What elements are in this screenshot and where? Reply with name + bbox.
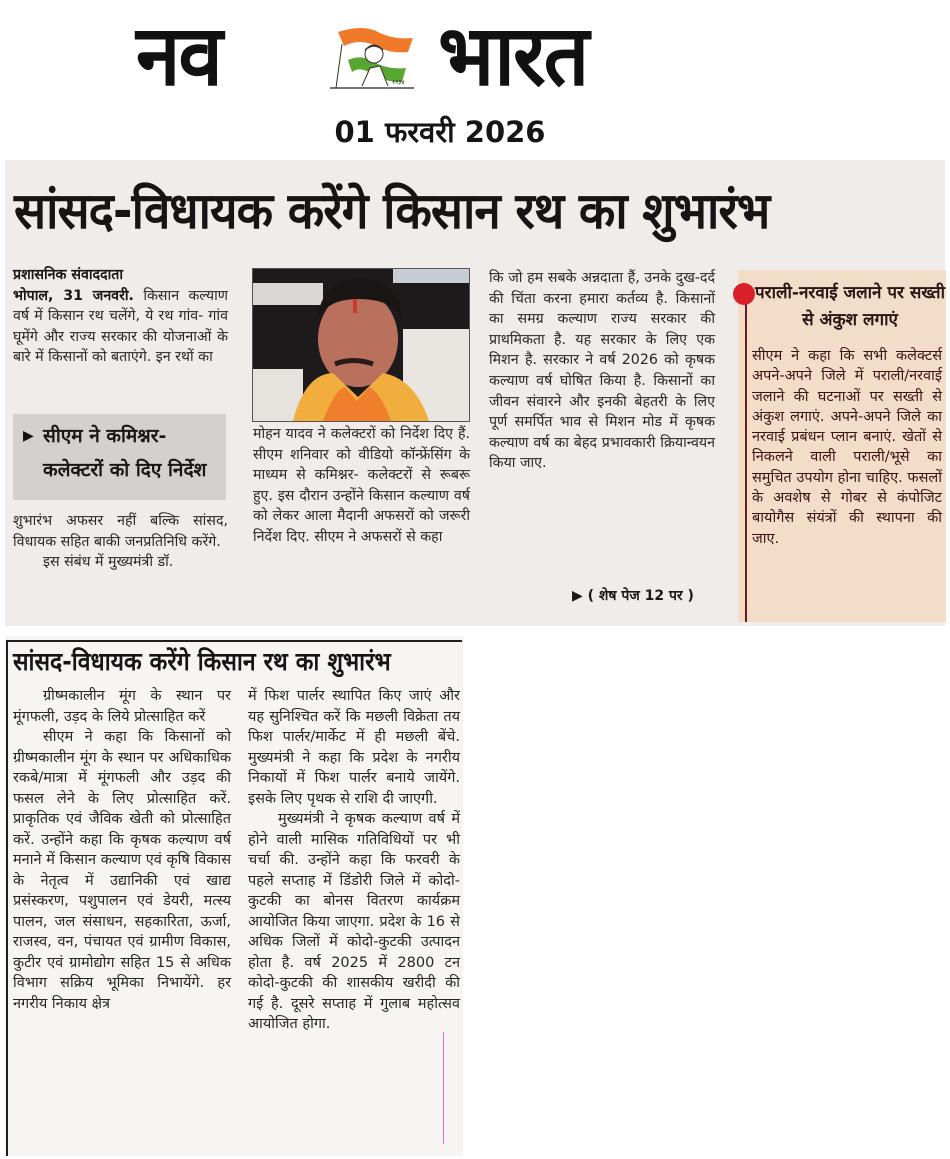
article-column-1-continued [13,511,228,573]
column-text: सीएम ने कहा कि किसानों को ग्रीष्मकालीन मूंग के स्थान पर अधिकाधिक रकबे/मात्रा में मूंगफली और उड़द की फसल लेने के लिए प्रोत्साहित करें. प्राकृतिक एवं जैविक खेती को प्रोत्साहित करें. उन्होंने कहा कि कृषक कल्याण वर्ष मनाने में किसान कल्याण एवं कृषि विकास के नेतृत्व में उद्यानिकी एवं खाद्य प्रसंस्करण, पशुपालन एवं डेयरी, मत्स्य पालन, जल संसाधन, सहकारिता, ऊर्जा, राजस्व, वन, पंचायत एवं ग्रामीण विकास, कुटीर एवं ग्रामोद्योग सहित 15 से अधिक विभाग सक्रिय भूमिका निभायेंगे. हर नगरीय निकाय क्षेत्र [13,729,231,1012]
sidebar-title: पराली-नरवाई जलाने पर सख्ती से अंकुश लगाएं [754,283,946,330]
column-text: मुख्यमंत्री ने कृषक कल्याण वर्ष में होने वाली मासिक गतिविधियों पर भी चर्चा की. उन्होंने कहा कि फरवरी के पहले सप्ताह में डिंडोरी जिले में कोदो-कुटकी का बोनस वितरण कार्यक्रम आयोजित किया जाएगा. प्रदेश के 16 से अधिक जिलों में कोदो-कुटकी उत्पादन होता है. वर्ष 2025 में 2800 टन कोदो-कुटकी की शासकीय खरीदी की गई है. दूसरे सप्ताह में गुलाब महोत्सव आयोजित होगा. [248,811,460,1032]
column-text: में फिश पार्लर स्थापित किए जाएं और यह सुनिश्चित करें कि मछली विक्रेता तय फिश पार्लर/मार्केट में ही मछली बेंचे. मुख्यमंत्री ने कहा कि प्रदेश के नगरीय निकायों में फिश पार्लर बनाये जायेंगे. इसके लिए पृथक से राशि दी जाएगी. [248,688,460,807]
article-column-2 [253,424,470,548]
edition-date: 01 फरवरी 2026 [334,115,546,149]
divider [6,640,8,1156]
tricolor-flag-logo-icon [318,24,418,94]
newspaper-name-left: नव [136,6,221,105]
triangle-right-icon: ▶ [23,428,34,444]
scan-artifact-line [443,1032,444,1144]
article-column-4 [13,686,231,1014]
column-text: ग्रीष्मकालीन मूंग के स्थान पर मूंगफली, उड़द के लिये प्रोत्साहित करें [13,688,231,725]
article-column-3 [489,268,715,474]
column-text: शुभारंभ अफसर नहीं बल्कि सांसद, विधायक सहित बाकी जनप्रतिनिधि करेंगे. [13,513,228,550]
column-text: कि जो हम सबके अन्नदाता हैं, उनके दुख-दर्द की चिंता करना हमारा कर्तव्य है. किसानों का समग्र कल्याण राज्य सरकार की प्राथमिकता है. यह सरकार के लिए एक मिशन है. सरकार ने वर्ष 2026 को कृषक कल्याण वर्ष घोषित किया है. किसानों का जीवन संवारने और इनकी बेहतरी के लिए पूर्ण समर्पित भाव से मिशन मोड में कृषक कल्याण वर्ष का बेहद प्रभावकारी क्रियान्वयन किया जाए. [489,270,715,472]
article-headline-continued: सांसद-विधायक करेंगे किसान रथ का शुभारंभ [13,647,391,676]
svg-text:१९३४: १९३४ [392,79,405,86]
portrait-photo [252,268,470,422]
newspaper-name-right: भारत [438,6,588,105]
subheading: सीएम ने कमिश्नर- कलेक्टरों को दिए निर्देश [43,425,207,481]
sidebar-rule [745,300,747,622]
sidebar-body: सीएम ने कहा कि सभी कलेक्टर्स अपने-अपने जिले में पराली/नरवाई जलाने की घटनाओं पर सख्ती से अंकुश लगाएं. अपने-अपने जिले का नरवाई प्रबंधन प्लान बनाएं. खेतों से निकलने वाली पराली/भूसे का समुचित उपयोग होना चाहिए. फसलों के अवशेष से गोबर से कंपोजिट बायोगैस संयंत्रों की स्थापना की जाए. [752,348,942,547]
masthead [0,0,950,158]
portrait-photo-image [253,269,469,421]
article-column-1 [13,265,228,368]
dateline: भोपाल, 31 जनवरी. [13,287,134,304]
byline: प्रशासनिक संवाददाता [13,267,124,283]
column-text: मोहन यादव ने कलेक्टरों को निर्देश दिए हैं. सीएम शनिवार को वीडियो कॉन्फ्रेंसिंग के माध्यम से कमिश्नर- कलेक्टरों से रूबरू हुए. इस दौरान उन्होंने किसान कल्याण वर्ष को लेकर आला मैदानी अफसरों को जरूरी निर्देश दिए. सीएम ने अफसरों से कहा [253,426,470,545]
column-text: इस संबंध में मुख्यमंत्री डॉ. [43,554,174,571]
column-text: किसान कल्याण वर्ष में किसान रथ चलेंगे, ये रथ गांव- गांव घूमेंगे और राज्य सरकार की योजनाओं के बारे में किसानों को बताएंगे. इन रथों का [13,287,229,366]
article-headline: सांसद-विधायक करेंगे किसान रथ का शुभारंभ [14,182,770,240]
subheading-box [13,414,226,500]
article-column-5 [248,686,460,1035]
continued-on-page-link[interactable]: ▶ ( शेष पेज 12 पर ) [572,588,694,604]
